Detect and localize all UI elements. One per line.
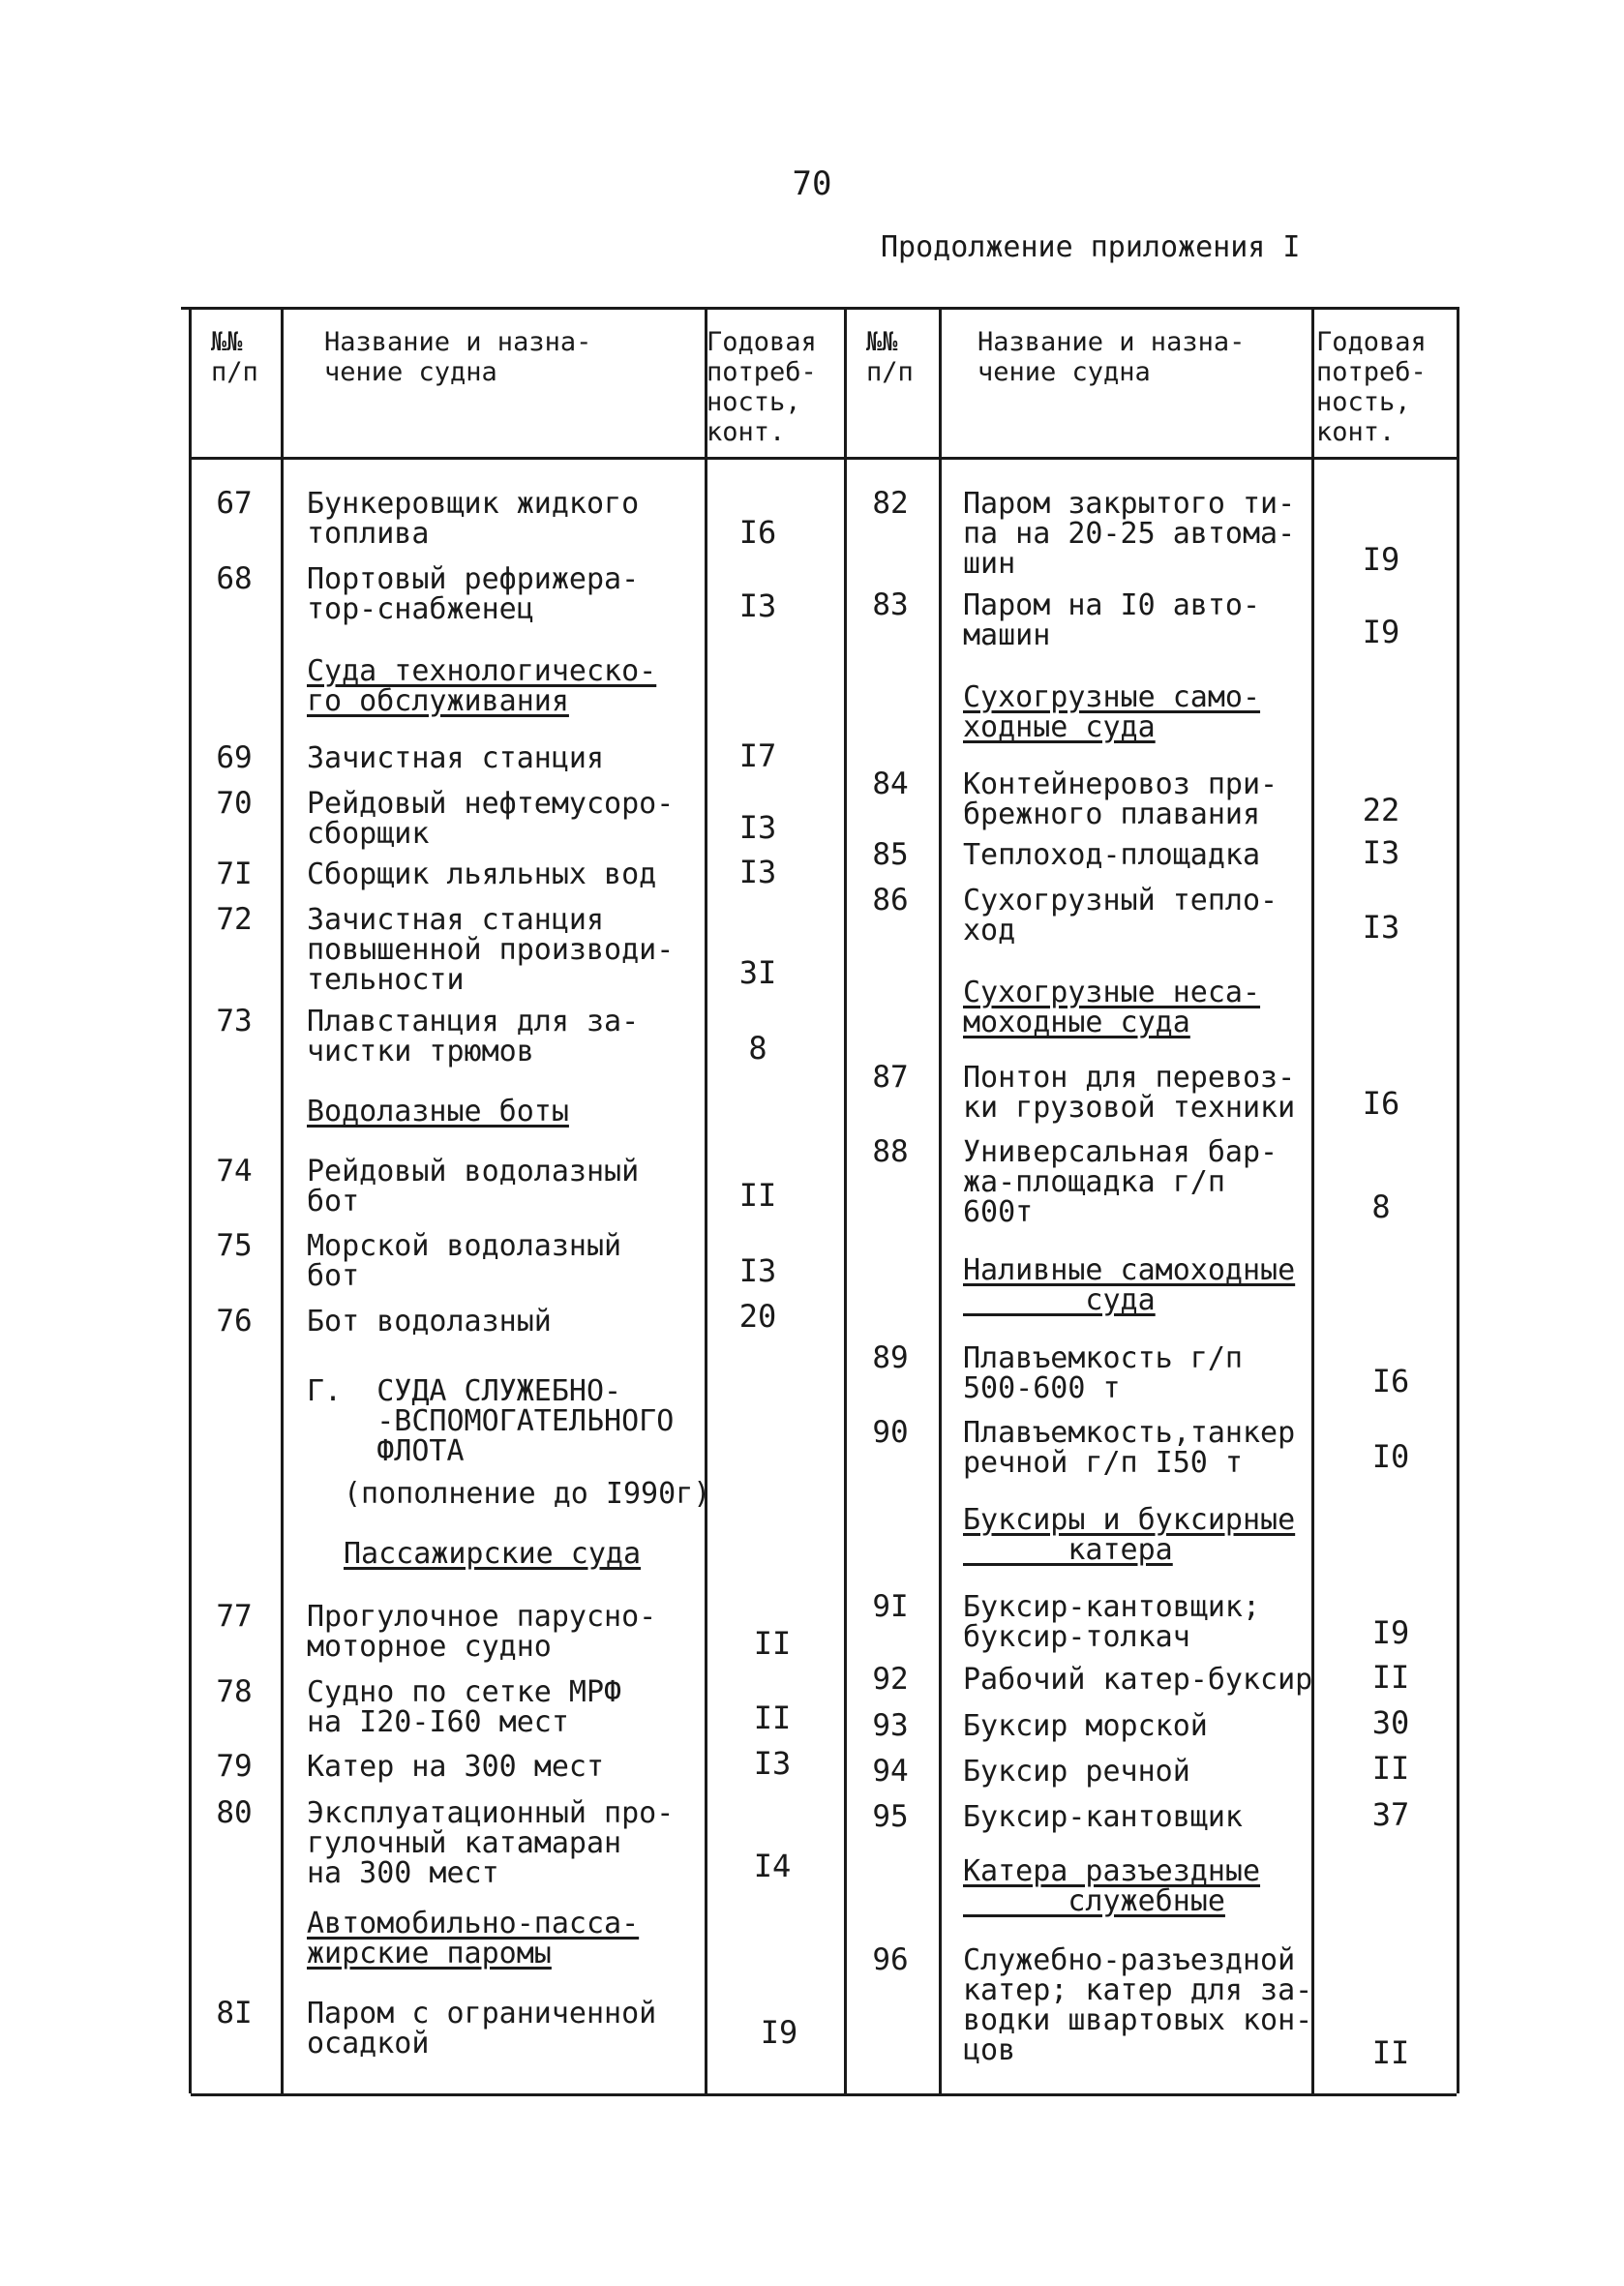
annual-need: I3 bbox=[738, 809, 777, 846]
row-number: 84 bbox=[872, 767, 909, 801]
vessel-name: Паром на I0 авто- машин bbox=[963, 588, 1261, 652]
row-number: 83 bbox=[872, 587, 909, 622]
vessel-name: Сборщик льяльных вод bbox=[307, 857, 657, 891]
vessel-name: Плавъемкость,танкер речной г/п I50 т bbox=[963, 1416, 1296, 1480]
annual-need: I9 bbox=[1362, 541, 1400, 578]
row-number: 87 bbox=[872, 1060, 909, 1095]
annual-need: II bbox=[753, 1625, 792, 1662]
group-title: Г. СУДА СЛУЖЕБНО- -ВСПОМОГАТЕЛЬНОГО ФЛОТА bbox=[307, 1374, 675, 1468]
annual-need: I3 bbox=[1362, 909, 1400, 946]
annual-need: 20 bbox=[738, 1298, 777, 1335]
section-heading: Пассажирские суда bbox=[344, 1537, 642, 1571]
annual-need: I4 bbox=[753, 1848, 792, 1884]
section-heading: Суда технологическо- го обслуживания bbox=[307, 654, 657, 718]
annual-need: 30 bbox=[1371, 1704, 1410, 1741]
section-heading: Сухогрузные несa- моходные суда bbox=[963, 976, 1261, 1039]
table-bottom-border bbox=[191, 2093, 1457, 2096]
vessel-name: Служебно-разъездной катер; катер для за- водки швартовых кон- цов bbox=[963, 1943, 1313, 2067]
vessel-name: Буксир морской bbox=[963, 1709, 1208, 1743]
annual-need: I7 bbox=[738, 737, 777, 774]
row-number: 92 bbox=[872, 1662, 909, 1697]
annual-need: I6 bbox=[738, 514, 777, 551]
vessel-name: Судно по сетке МРФ на I20-I60 мест bbox=[307, 1675, 622, 1739]
annual-need: I3 bbox=[753, 1745, 792, 1782]
row-number: 90 bbox=[872, 1415, 909, 1450]
row-number: 85 bbox=[872, 837, 909, 872]
header-name-right: Название и назна- чение судна bbox=[977, 327, 1246, 387]
vessel-name: Эксплуатационный про- гулочный катамаран на 300 мест bbox=[307, 1796, 675, 1890]
row-number: 80 bbox=[216, 1795, 253, 1830]
vessel-name: Буксир-кантовщик; буксир-толкач bbox=[963, 1590, 1261, 1654]
table-top-border bbox=[181, 307, 1457, 310]
row-number: 95 bbox=[872, 1799, 909, 1834]
vessel-name: Зачистная станция bbox=[307, 741, 605, 775]
vessel-name: Рейдовый нефтемусоро- сборщик bbox=[307, 787, 675, 851]
row-number: 7I bbox=[216, 857, 253, 891]
vessel-name: Морской водолазный бот bbox=[307, 1229, 622, 1293]
row-number: 93 bbox=[872, 1708, 909, 1743]
row-number: 75 bbox=[216, 1228, 253, 1263]
annual-need: I3 bbox=[738, 1252, 777, 1289]
annual-need: I6 bbox=[1362, 1085, 1400, 1122]
vessel-name: Плавстанция для за- чистки трюмов bbox=[307, 1005, 640, 1068]
annual-need: I3 bbox=[738, 587, 777, 624]
vessel-name: Контейнеровоз при- брежного плавания bbox=[963, 767, 1278, 831]
vessel-name: Плавъемкость г/п 500-600 т bbox=[963, 1341, 1243, 1405]
page-number: 70 bbox=[792, 165, 832, 203]
vessel-name: Рейдовый водолазный бот bbox=[307, 1155, 640, 1218]
annual-need: II bbox=[1371, 1750, 1410, 1787]
section-heading: Наливные самоходные суда bbox=[963, 1253, 1296, 1317]
annual-need: 8 bbox=[748, 1030, 767, 1067]
annual-need: I3 bbox=[1362, 834, 1400, 871]
row-number: 82 bbox=[872, 486, 909, 521]
annual-need: II bbox=[1371, 1659, 1410, 1696]
header-bottom-border bbox=[189, 457, 1457, 460]
row-number: 69 bbox=[216, 740, 253, 775]
vessel-name: Понтон для перевоз- ки грузовой техники bbox=[963, 1061, 1296, 1125]
vessel-name: Сухогрузный тепло- ход bbox=[963, 884, 1278, 947]
row-number: 89 bbox=[872, 1340, 909, 1375]
group-note: (пополнение до I990г) bbox=[344, 1477, 711, 1511]
header-name-left: Название и назна- чение судна bbox=[324, 327, 592, 387]
section-heading: Сухогрузные само- ходные суда bbox=[963, 680, 1261, 744]
annual-need: I9 bbox=[1362, 614, 1400, 650]
vessel-name: Буксир-кантовщик bbox=[963, 1800, 1243, 1834]
vessel-name: Зачистная станция повышенной производи- тельности bbox=[307, 903, 675, 997]
col-line bbox=[281, 307, 284, 2093]
vessel-name: Универсальная бар- жа-площадка г/п 600т bbox=[963, 1135, 1278, 1229]
vessel-name: Прогулочное парусно- моторное судно bbox=[307, 1600, 657, 1664]
row-number: 74 bbox=[216, 1154, 253, 1188]
header-need-left: Годовая потреб- ность, конт. bbox=[707, 327, 817, 447]
vessel-name: Бот водолазный bbox=[307, 1305, 552, 1339]
vessel-name: Теплоход-площадка bbox=[963, 838, 1261, 872]
row-number: 8I bbox=[216, 1996, 253, 2030]
annual-need: I6 bbox=[1371, 1363, 1410, 1399]
vessel-name: Паром с ограниченной осадкой bbox=[307, 1997, 657, 2060]
annual-need: 3I bbox=[738, 954, 777, 991]
annual-need: 22 bbox=[1362, 792, 1400, 828]
annual-need: II bbox=[753, 1699, 792, 1736]
annual-need: I0 bbox=[1371, 1438, 1410, 1475]
row-number: 78 bbox=[216, 1674, 253, 1709]
row-number: 67 bbox=[216, 486, 253, 521]
vessel-name: Катер на 300 мест bbox=[307, 1750, 605, 1784]
section-heading: Катера разъездные служебные bbox=[963, 1854, 1261, 1918]
vessel-name: Портовый рефрижера- тор-снабженец bbox=[307, 562, 640, 626]
annual-need: I9 bbox=[1371, 1614, 1410, 1651]
row-number: 70 bbox=[216, 786, 253, 821]
annual-need: I9 bbox=[760, 2014, 798, 2051]
vessel-name: Рабочий катер-буксир bbox=[963, 1663, 1313, 1697]
col-line bbox=[939, 307, 942, 2093]
row-number: 77 bbox=[216, 1599, 253, 1634]
header-num-left: №№ п/п bbox=[211, 327, 258, 387]
row-number: 76 bbox=[216, 1304, 253, 1339]
row-number: 79 bbox=[216, 1749, 253, 1784]
row-number: 9I bbox=[872, 1589, 909, 1624]
annual-need: II bbox=[1371, 2034, 1410, 2071]
row-number: 68 bbox=[216, 561, 253, 596]
annual-need: 8 bbox=[1371, 1188, 1391, 1225]
col-line bbox=[1311, 307, 1314, 2093]
continuation-caption: Продолжение приложения I bbox=[881, 230, 1301, 264]
col-line bbox=[1457, 307, 1459, 2093]
header-num-right: №№ п/п bbox=[866, 327, 914, 387]
section-heading: Буксиры и буксирные катера bbox=[963, 1503, 1296, 1567]
annual-need: 37 bbox=[1371, 1796, 1410, 1833]
row-number: 86 bbox=[872, 883, 909, 917]
col-line bbox=[189, 307, 192, 2093]
row-number: 73 bbox=[216, 1004, 253, 1038]
section-heading: Автомобильно-пасса- жирские паромы bbox=[307, 1907, 640, 1970]
vessel-name: Буксир речной bbox=[963, 1755, 1190, 1789]
row-number: 96 bbox=[872, 1942, 909, 1977]
row-number: 72 bbox=[216, 902, 253, 937]
section-heading: Водолазные боты bbox=[307, 1095, 569, 1128]
annual-need: II bbox=[738, 1177, 777, 1214]
vessel-name: Бункеровщик жидкого топлива bbox=[307, 487, 640, 551]
col-line bbox=[844, 307, 847, 2093]
header-need-right: Годовая потреб- ность, конт. bbox=[1316, 327, 1427, 447]
row-number: 94 bbox=[872, 1754, 909, 1789]
vessel-name: Паром закрытого ти- па на 20-25 автома- шин bbox=[963, 487, 1296, 581]
row-number: 88 bbox=[872, 1134, 909, 1169]
annual-need: I3 bbox=[738, 854, 777, 890]
